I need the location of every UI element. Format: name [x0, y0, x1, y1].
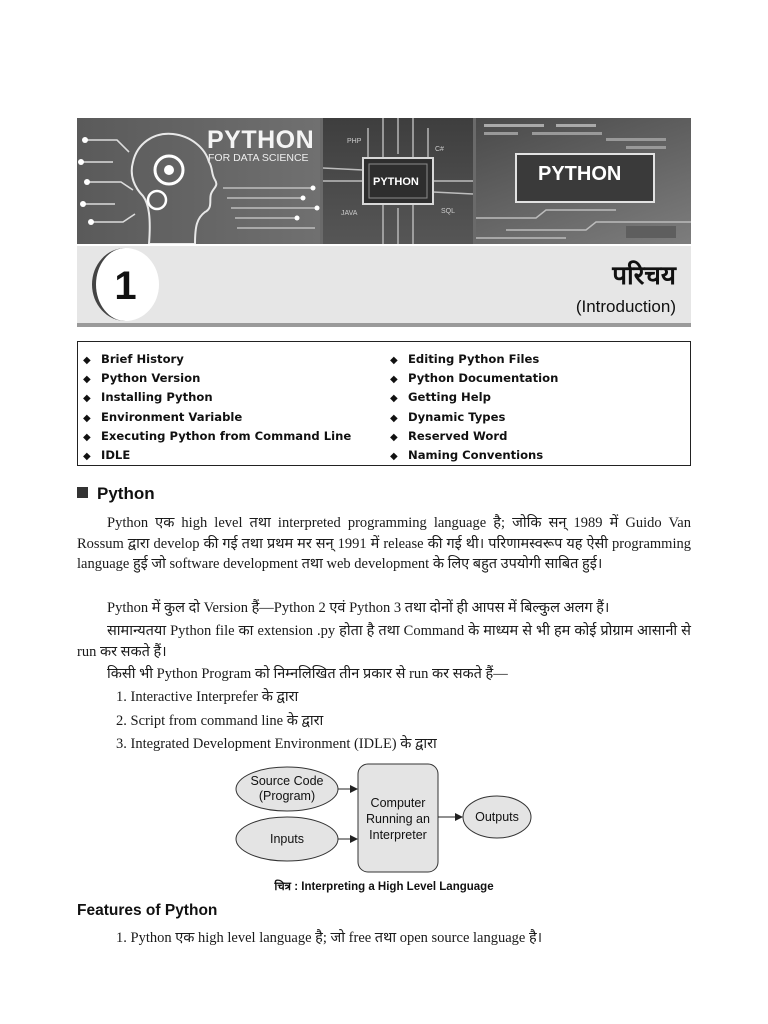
section-heading-text: Python [97, 484, 155, 503]
inputs-label: Inputs [269, 832, 305, 846]
run-method-item: 2. Script from command line के द्वारा [116, 713, 324, 729]
chip-label-php: PHP [347, 138, 362, 145]
chip-label-java: JAVA [341, 210, 358, 217]
diamond-bullet-icon: ◆ [390, 431, 398, 443]
diamond-bullet-icon: ◆ [390, 355, 398, 366]
topic-item [390, 388, 558, 407]
diamond-bullet-icon: ◆ [390, 412, 398, 424]
diamond-bullet-icon: ◆ [390, 450, 398, 462]
topic-label: Executing Python from Command Line [101, 428, 352, 443]
diamond-bullet-icon: ◆ [390, 393, 398, 405]
topic-label: Environment Variable [101, 409, 243, 424]
topic-label: Editing Python Files [408, 352, 540, 366]
running-an-label: Running an [366, 812, 430, 826]
chip-python-label: PYTHON [373, 176, 419, 188]
intro-paragraph: Python एक high level तथा interpreted programming language है; जोकि सन् 1989 में Guido Van Rossum द्वारा develop की गई तथा प्रथम मर सन् 1991 में release की गई थी। परिणामस्वरूप यह ऐसी programming language हुई जो software development तथा web development के लिए बहुत उपयोगी साबित हुई। [77, 515, 691, 572]
banner-panel-data-science [77, 118, 320, 244]
topic-item [390, 427, 558, 446]
topic-label: IDLE [101, 447, 131, 462]
chapter-title: परिचय [612, 261, 676, 291]
topic-label: Reserved Word [408, 428, 508, 443]
section-heading [77, 484, 155, 504]
program-label: (Program) [258, 789, 316, 803]
diamond-bullet-icon: ◆ [83, 431, 91, 443]
features-heading: Features of Python [77, 902, 218, 919]
topic-label: Dynamic Types [408, 409, 506, 424]
topic-label: Naming Conventions [408, 447, 544, 462]
topic-label: Installing Python [101, 390, 213, 405]
topic-item [83, 408, 351, 427]
diamond-bullet-icon: ◆ [390, 374, 398, 386]
topic-item [83, 388, 351, 407]
topic-label: Getting Help [408, 390, 491, 405]
topics-left-column [83, 350, 351, 465]
source-code-label: Source Code [250, 774, 324, 788]
banner-panel-code-screen [476, 118, 691, 244]
figure-caption: चित्र : Interpreting a High Level Language [274, 881, 494, 893]
banner-python-title: PYTHON [207, 126, 315, 154]
diamond-bullet-icon: ◆ [83, 450, 91, 462]
topic-item [390, 350, 558, 369]
square-bullet-icon [77, 487, 88, 498]
diamond-bullet-icon: ◆ [83, 412, 91, 424]
chip-label-csharp: C# [435, 146, 444, 153]
chapter-subtitle: (Introduction) [575, 297, 676, 316]
run-methods-paragraph: किसी भी Python Program को निम्नलिखित तीन प्रकार से run कर सकते हैं— [107, 666, 508, 682]
topic-item [83, 350, 351, 369]
banner-panel-chip [323, 118, 473, 244]
topic-item [390, 408, 558, 427]
chapter-divider [77, 323, 691, 327]
computer-label: Computer [370, 796, 426, 810]
diamond-bullet-icon: ◆ [83, 374, 91, 386]
topic-label: Python Documentation [408, 371, 559, 386]
banner-data-science-subtitle: FOR DATA SCIENCE [208, 152, 309, 164]
topic-item [390, 369, 558, 388]
topic-item [83, 369, 351, 388]
diamond-bullet-icon: ◆ [83, 393, 91, 405]
topic-item [83, 427, 351, 446]
extension-paragraph: सामान्यतया Python file का extension .py होता है तथा Command के माध्यम से भी हम कोई प्रोग्राम आसानी से run कर सकते हैं। [77, 623, 691, 660]
chapter-number: 1 [114, 264, 137, 308]
topic-item [390, 446, 558, 465]
version-paragraph: Python में कुल दो Version हैं—Python 2 एवं Python 3 तथा दोनों ही आपस में बिल्कुल अलग हैं। [107, 600, 610, 616]
cover-banner [77, 118, 691, 244]
interpreter-flow-diagram [234, 762, 534, 877]
topic-label: Brief History [101, 352, 184, 366]
diamond-bullet-icon: ◆ [83, 355, 91, 366]
feature-item: 1. Python एक high level language है; जो free तथा open source language है। [116, 930, 543, 946]
screen-python-title: PYTHON [538, 163, 622, 185]
topics-right-column [390, 350, 558, 465]
run-method-item: 1. Interactive Interprefer के द्वारा [116, 689, 299, 705]
chapter-topics-box [77, 341, 691, 466]
interpreter-label: Interpreter [369, 828, 427, 842]
topic-item [83, 446, 351, 465]
chip-label-sql: SQL [441, 208, 456, 215]
run-method-item: 3. Integrated Development Environment (IDLE) के द्वारा [116, 736, 437, 752]
outputs-label: Outputs [475, 810, 519, 824]
topic-label: Python Version [101, 371, 201, 386]
